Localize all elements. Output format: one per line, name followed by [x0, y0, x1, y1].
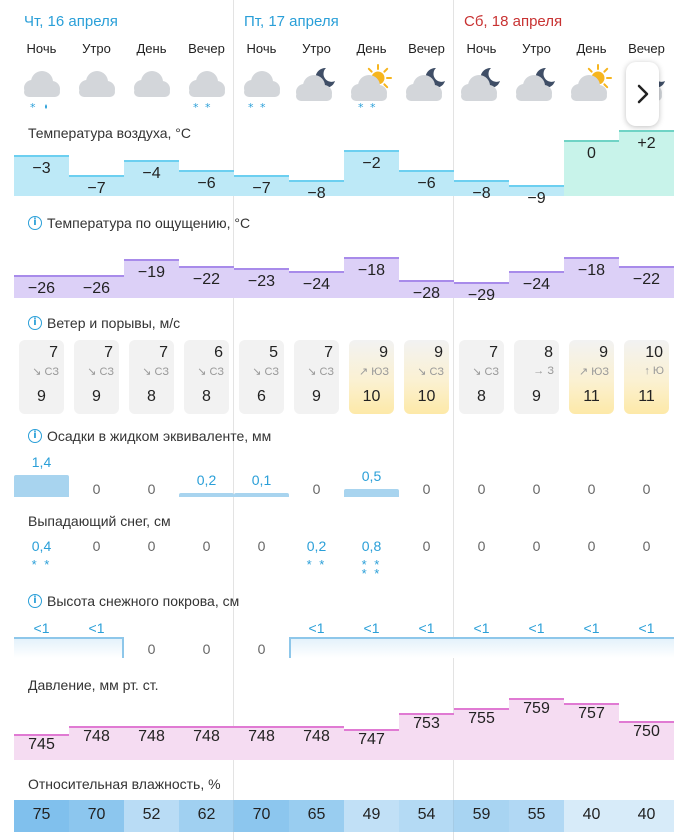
- info-icon[interactable]: i: [28, 216, 42, 230]
- humidity-value: 70: [87, 806, 106, 823]
- precip-value: 0: [312, 481, 321, 497]
- precip-value: 0,1: [251, 472, 272, 488]
- temperature-value: −4: [142, 165, 161, 182]
- feels-like-value: −24: [522, 276, 551, 293]
- wind-card[interactable]: [19, 340, 64, 414]
- wind-direction: → З: [533, 365, 554, 377]
- wind-direction: ↘ СЗ: [197, 366, 224, 378]
- pressure-value: 745: [28, 736, 55, 753]
- wind-direction: ↘ СЗ: [307, 366, 334, 378]
- wind-gust: 11: [583, 388, 600, 405]
- wind-card[interactable]: [624, 340, 669, 414]
- precip-bar: [344, 489, 399, 497]
- wind-speed: 6: [214, 344, 223, 361]
- temperature-value: −8: [472, 185, 491, 202]
- humidity-value: 65: [307, 806, 326, 823]
- day-part-label: Ночь: [466, 41, 497, 56]
- section-title-label: Температура воздуха, °C: [28, 125, 191, 141]
- snowflake-icon: * *: [306, 557, 327, 572]
- wind-speed: 7: [159, 344, 168, 361]
- cloud-icon: [124, 64, 179, 112]
- snow-depth-bar: [399, 637, 454, 658]
- wind-direction: ↑ Ю: [644, 365, 664, 377]
- snowflake-icon: * * * *: [361, 557, 382, 581]
- temperature-value: −8: [307, 185, 326, 202]
- day-header[interactable]: Сб, 18 апреля: [464, 13, 563, 30]
- cloud-snow-icon: [234, 64, 289, 112]
- snowfall-value: 0: [587, 538, 596, 554]
- day-part-label: Вечер: [408, 41, 445, 56]
- moon-cloud-icon: [454, 64, 509, 112]
- svg-text:*: *: [30, 101, 36, 112]
- temperature-value: −6: [197, 175, 216, 192]
- day-part-label: День: [356, 41, 387, 56]
- snowfall-value: 0: [92, 538, 101, 554]
- snow-depth-value: <1: [418, 620, 435, 636]
- snow-depth-bar: [454, 637, 509, 658]
- temperature-value: −6: [417, 175, 436, 192]
- snow-depth-bar: [619, 637, 674, 658]
- day-part-label: Утро: [82, 41, 111, 56]
- wind-speed: 9: [379, 344, 388, 361]
- snow-depth-value: <1: [88, 620, 105, 636]
- wind-direction: ↗ ЮЗ: [358, 366, 389, 378]
- snow-depth-value: <1: [308, 620, 325, 636]
- snow-depth-value: <1: [638, 620, 655, 636]
- snowfall-value: 0,8: [361, 538, 382, 554]
- info-icon[interactable]: i: [28, 594, 42, 608]
- snow-depth-value: 0: [257, 641, 266, 657]
- wind-direction: ↘ СЗ: [32, 366, 59, 378]
- feels-like-value: −29: [467, 287, 496, 304]
- humidity-value: 52: [142, 806, 161, 823]
- section-title-pressure: [28, 677, 158, 693]
- pressure-value: 753: [413, 715, 440, 732]
- wind-card[interactable]: [459, 340, 504, 414]
- precip-value: 0: [422, 481, 431, 497]
- precip-value: 0: [147, 481, 156, 497]
- section-title-precip: [28, 428, 271, 444]
- snow-depth-value: 0: [202, 641, 211, 657]
- day-part-label: Вечер: [188, 41, 225, 56]
- temperature-value: −3: [32, 160, 51, 177]
- wind-card[interactable]: [349, 340, 394, 414]
- precip-value: 0: [587, 481, 596, 497]
- humidity-value: 54: [417, 806, 436, 823]
- temperature-value: −7: [87, 180, 106, 197]
- humidity-value: 40: [582, 806, 601, 823]
- section-title-temperature: [28, 125, 191, 141]
- wind-direction: ↘ СЗ: [417, 366, 444, 378]
- humidity-value: 75: [32, 806, 51, 823]
- temperature-value: −2: [362, 155, 381, 172]
- snow-depth-value: <1: [473, 620, 490, 636]
- snow-depth-bar: [344, 637, 399, 658]
- svg-text:*: *: [358, 101, 364, 112]
- day-separator: [233, 0, 234, 840]
- wind-speed: 9: [599, 344, 608, 361]
- day-part-label: Ночь: [246, 41, 277, 56]
- precip-value: 0,5: [361, 468, 382, 484]
- humidity-value: 59: [472, 806, 491, 823]
- snowfall-value: 0,4: [31, 538, 52, 554]
- pressure-value: 747: [358, 731, 385, 748]
- wind-card[interactable]: [569, 340, 614, 414]
- precip-bar: [14, 475, 69, 497]
- cloud-rain-snow-icon: [14, 64, 69, 112]
- feels-like-value: −26: [27, 280, 56, 297]
- wind-gust: 9: [37, 388, 46, 405]
- day-part-label: Утро: [522, 41, 551, 56]
- snow-depth-bar: [509, 637, 564, 658]
- snowfall-value: 0: [642, 538, 651, 554]
- humidity-value: 62: [197, 806, 216, 823]
- wind-direction: ↘ СЗ: [472, 366, 499, 378]
- temperature-value: −7: [252, 180, 271, 197]
- pressure-value: 748: [303, 728, 330, 745]
- humidity-value: 55: [527, 806, 546, 823]
- wind-speed: 7: [324, 344, 333, 361]
- snow-depth-value: <1: [33, 620, 50, 636]
- precip-value: 0,2: [196, 472, 217, 488]
- wind-gust: 9: [92, 388, 101, 405]
- snowfall-value: 0: [532, 538, 541, 554]
- precip-value: 1,4: [31, 454, 52, 470]
- moon-cloud-icon: [399, 64, 454, 112]
- day-part-label: День: [136, 41, 167, 56]
- wind-speed: 9: [434, 344, 443, 361]
- section-title-humidity: [28, 776, 221, 792]
- wind-card[interactable]: [514, 340, 559, 414]
- wind-direction: ↘ СЗ: [142, 366, 169, 378]
- wind-card[interactable]: [239, 340, 284, 414]
- wind-gust: 10: [362, 388, 381, 405]
- temperature-value: +2: [637, 135, 656, 152]
- feels-like-value: −22: [632, 271, 661, 288]
- section-title-label: Относительная влажность, %: [28, 776, 221, 792]
- section-title-snowfall: [28, 513, 171, 529]
- pressure-value: 748: [138, 728, 165, 745]
- wind-gust: 11: [638, 388, 655, 405]
- svg-text:*: *: [260, 101, 266, 112]
- cloud-icon: [69, 64, 124, 112]
- day-header[interactable]: Пт, 17 апреля: [244, 13, 339, 30]
- sun-cloud-snow-icon: [344, 64, 399, 112]
- wind-card[interactable]: [294, 340, 339, 414]
- section-title-label: Выпадающий снег, см: [28, 513, 171, 529]
- pressure-value: 755: [468, 710, 495, 727]
- feels-like-value: −18: [357, 262, 386, 279]
- next-days-button[interactable]: [626, 62, 659, 126]
- humidity-value: 49: [362, 806, 381, 823]
- svg-text:*: *: [370, 101, 376, 112]
- humidity-value: 70: [252, 806, 271, 823]
- humidity-value: 40: [637, 806, 656, 823]
- feels-like-value: −18: [577, 262, 606, 279]
- snowfall-value: 0: [477, 538, 486, 554]
- day-part-label: Вечер: [628, 41, 665, 56]
- snowfall-value: 0: [422, 538, 431, 554]
- wind-gust: 8: [147, 388, 156, 405]
- snow-depth-value: <1: [528, 620, 545, 636]
- feels-like-value: −28: [412, 285, 441, 302]
- wind-gust: 8: [202, 388, 211, 405]
- section-title-label: Высота снежного покрова, см: [47, 593, 240, 609]
- snow-depth-value: <1: [583, 620, 600, 636]
- snow-depth-value: <1: [363, 620, 380, 636]
- precip-bar: [234, 493, 289, 497]
- wind-gust: 9: [312, 388, 321, 405]
- temperature-value: −9: [527, 190, 546, 207]
- svg-text:*: *: [193, 101, 199, 112]
- section-title-label: Давление, мм рт. ст.: [28, 677, 159, 693]
- wind-speed: 8: [544, 344, 553, 361]
- cloud-snow-icon: [179, 64, 234, 112]
- sun-cloud-icon: [564, 64, 619, 112]
- snow-depth-bar: [14, 637, 69, 658]
- section-title-label: Осадки в жидком эквиваленте, мм: [47, 428, 272, 444]
- precip-value: 0: [532, 481, 541, 497]
- precip-value: 0: [642, 481, 651, 497]
- section-title-label: Ветер и порывы, м/с: [47, 315, 181, 331]
- pressure-value: 759: [523, 700, 550, 717]
- pressure-value: 750: [633, 723, 660, 740]
- wind-card[interactable]: [129, 340, 174, 414]
- wind-speed: 7: [104, 344, 113, 361]
- snow-depth-value: 0: [147, 641, 156, 657]
- feels-like-value: −23: [247, 273, 276, 290]
- pressure-value: 748: [193, 728, 220, 745]
- wind-speed: 7: [49, 344, 58, 361]
- section-title-label: Температура по ощущению, °C: [47, 215, 251, 231]
- feels-like-value: −19: [137, 264, 166, 281]
- svg-text:*: *: [248, 101, 254, 112]
- precip-bar: [179, 493, 234, 497]
- precip-value: 0: [477, 481, 486, 497]
- pressure-value: 757: [578, 705, 605, 722]
- wind-gust: 8: [477, 388, 486, 405]
- snow-depth-bar: [289, 637, 344, 658]
- temperature-value: 0: [587, 145, 596, 162]
- wind-card[interactable]: [184, 340, 229, 414]
- wind-speed: 5: [269, 344, 278, 361]
- feels-like-value: −22: [192, 271, 221, 288]
- moon-cloud-icon: [289, 64, 344, 112]
- wind-direction: ↗ ЮЗ: [578, 366, 609, 378]
- snowfall-value: 0: [202, 538, 211, 554]
- feels-like-value: −26: [82, 280, 111, 297]
- day-part-label: Утро: [302, 41, 331, 56]
- wind-speed: 10: [645, 344, 663, 361]
- wind-direction: ↘ СЗ: [252, 366, 279, 378]
- snowfall-value: 0: [147, 538, 156, 554]
- section-title-snowdepth: [28, 593, 239, 609]
- wind-speed: 7: [489, 344, 498, 361]
- section-title-wind: [28, 315, 180, 331]
- wind-gust: 10: [417, 388, 436, 405]
- info-icon[interactable]: i: [28, 429, 42, 443]
- wind-card[interactable]: [404, 340, 449, 414]
- section-title-feels: [28, 215, 250, 231]
- chevron-right-icon: [626, 62, 659, 126]
- moon-cloud-icon: [509, 64, 564, 112]
- precip-value: 0: [92, 481, 101, 497]
- snow-depth-bar: [564, 637, 619, 658]
- pressure-value: 748: [248, 728, 275, 745]
- day-part-label: День: [576, 41, 607, 56]
- day-header[interactable]: Чт, 16 апреля: [24, 13, 118, 30]
- wind-gust: 6: [257, 388, 266, 405]
- pressure-value: 748: [83, 728, 110, 745]
- wind-card[interactable]: [74, 340, 119, 414]
- wind-direction: ↘ СЗ: [87, 366, 114, 378]
- day-part-label: Ночь: [26, 41, 57, 56]
- snow-depth-bar: [69, 637, 124, 658]
- snowflake-icon: * *: [31, 557, 52, 572]
- wind-gust: 9: [532, 388, 541, 405]
- feels-like-value: −24: [302, 276, 331, 293]
- svg-text:*: *: [205, 101, 211, 112]
- snowfall-value: 0: [257, 538, 266, 554]
- snowfall-value: 0,2: [306, 538, 327, 554]
- info-icon[interactable]: i: [28, 316, 42, 330]
